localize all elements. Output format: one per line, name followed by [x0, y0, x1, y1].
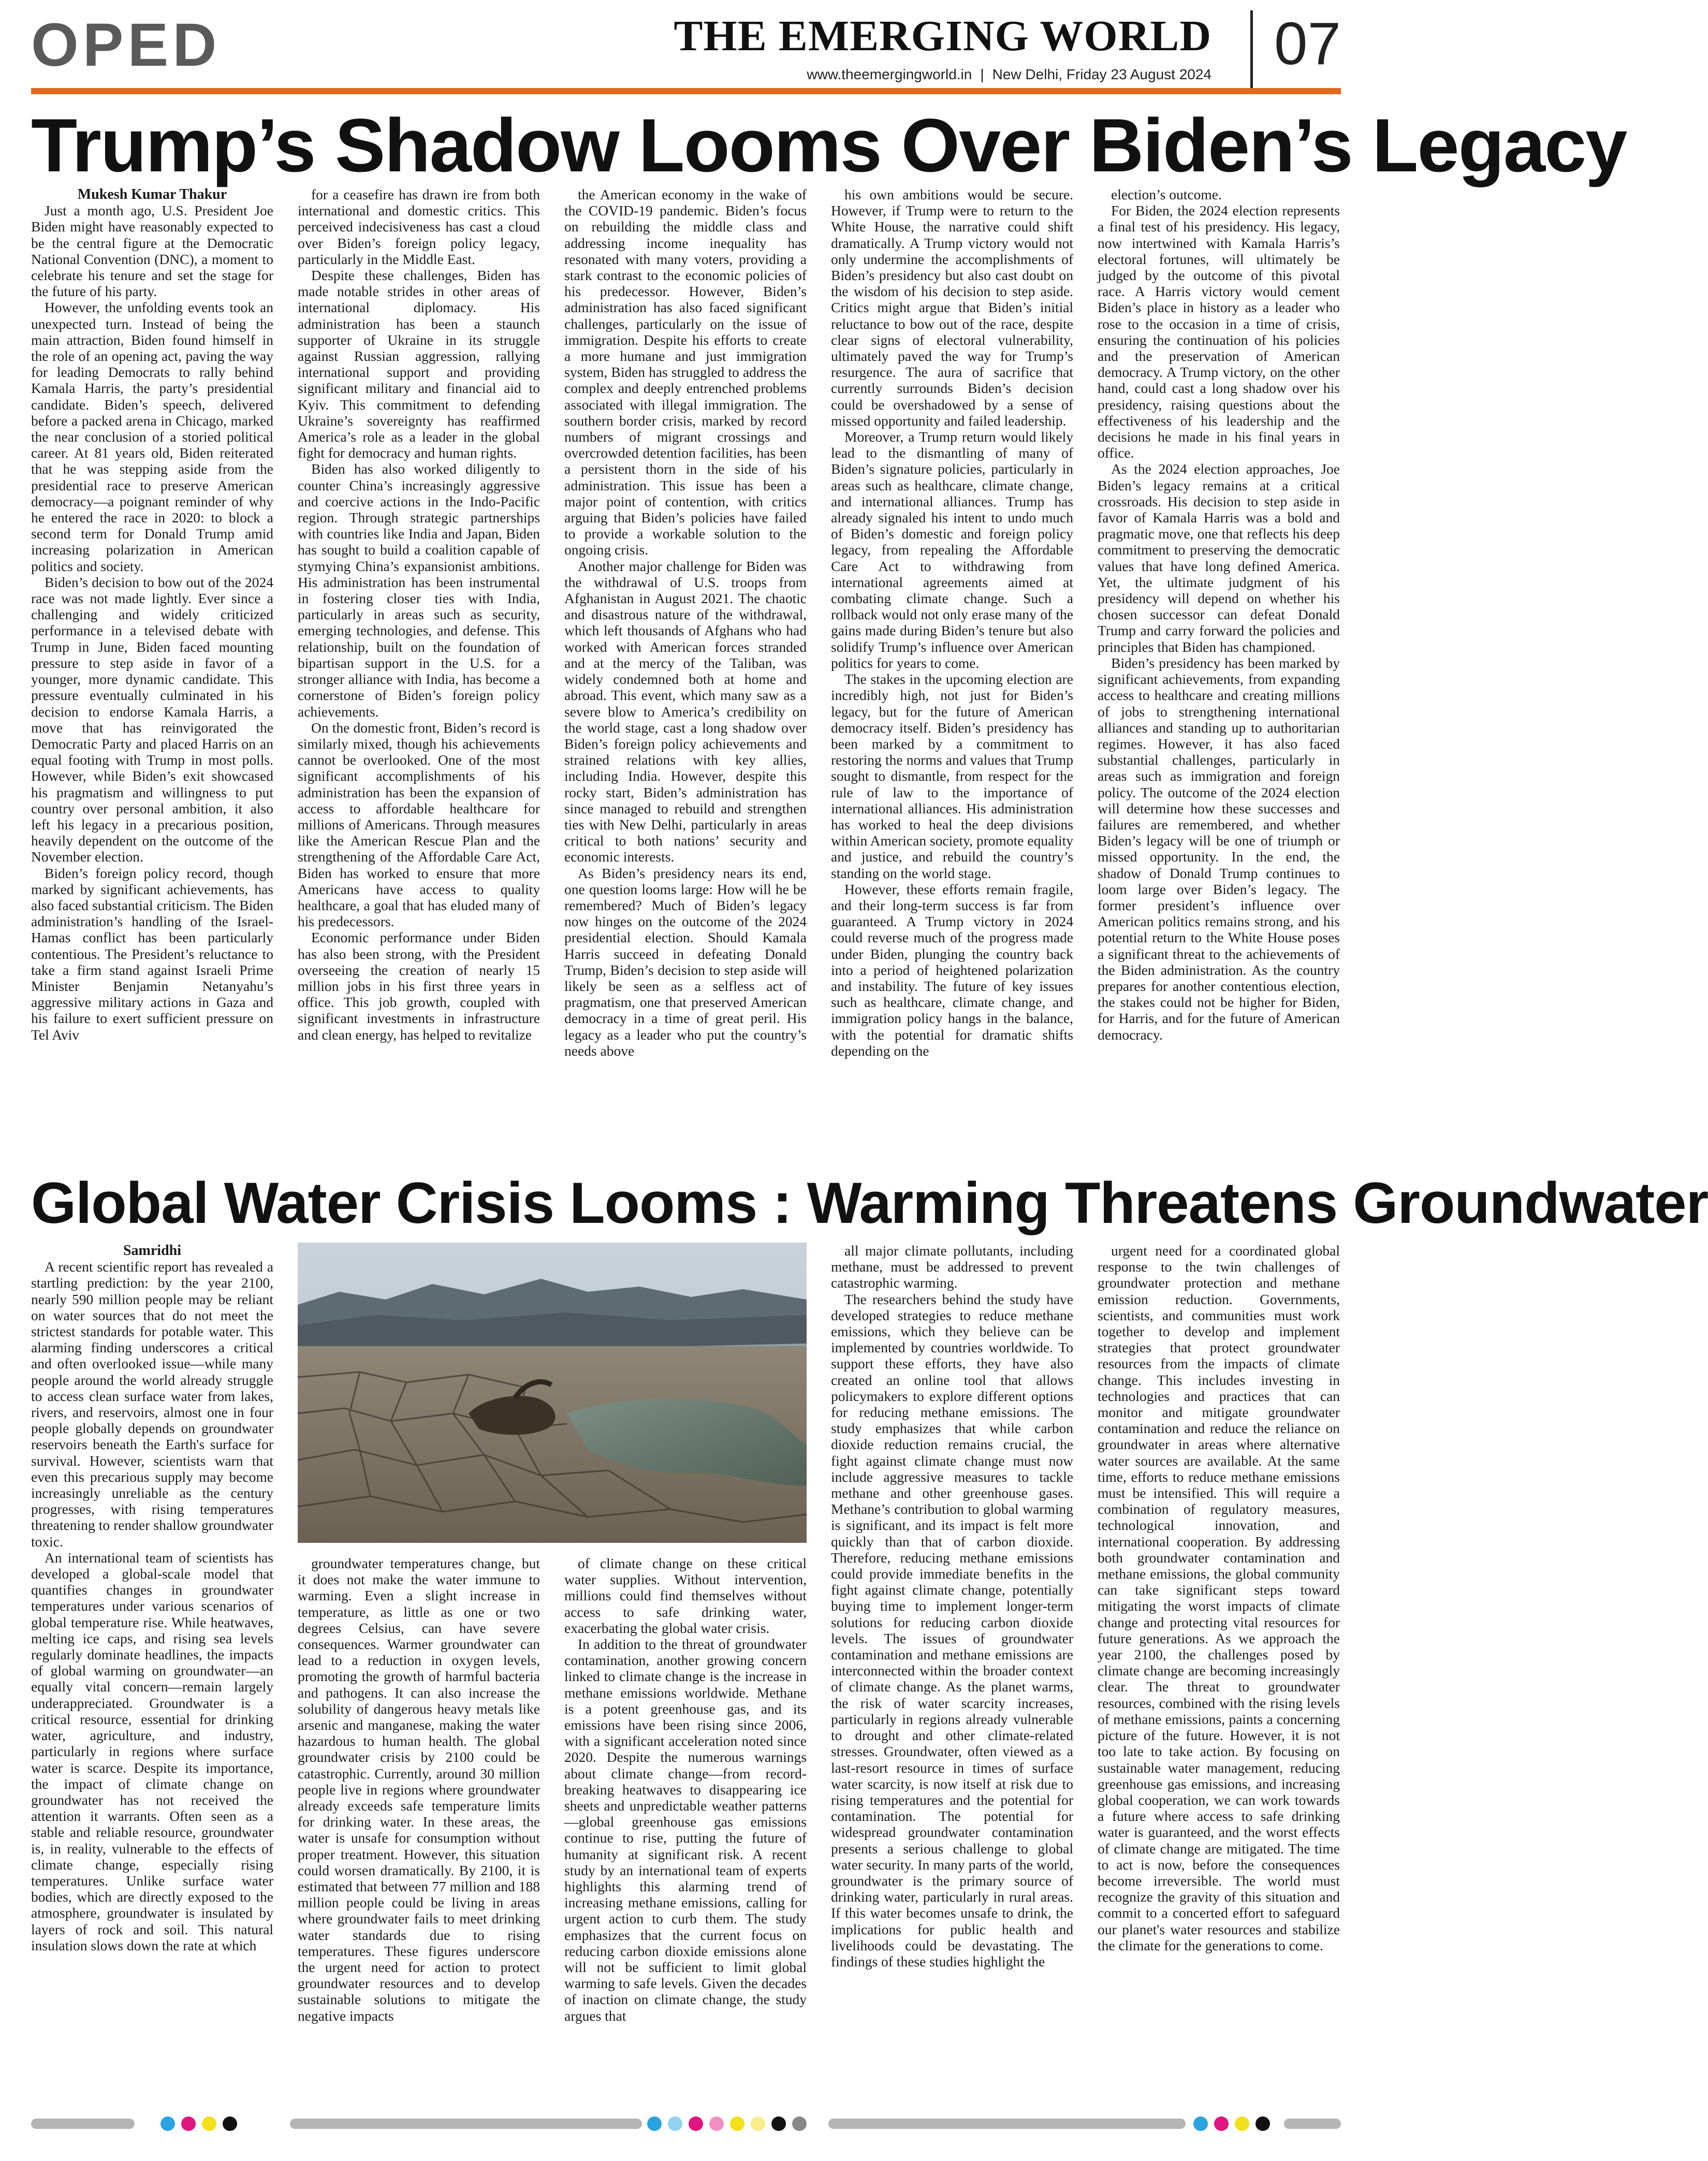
registration-dot	[1256, 2116, 1270, 2131]
paragraph: groundwater temperatures change, but it does not make the water immune to warming. Even a slight increase in temperature, as little as one or two degrees Celsius, can have severe consequences. Warmer groundwater can lead to a reduction in oxygen levels, promoting the growth of harmful bacteria and pathogens. It can also increase the solubility of dangerous heavy metals like arsenic and manganese, making the water hazardous to human health. The global groundwater crisis by 2100 could be catastrophic. Currently, around 30 million people live in regions where groundwater already exceeds safe temperature limits for drinking water. In these areas, the water is unsafe for consumption without proper treatment. However, this situation could worsen dramatically. By 2100, it is estimated that between 77 million and 188 million people could be living in areas where groundwater fails to meet drinking water standards due to rising temperatures. These figures underscore the urgent need for action to protect groundwater resources and to develop sustainable solutions to mitigate the negative impacts	[298, 1555, 540, 2024]
article1-column-1-text	[31, 202, 273, 1043]
registration-dot	[668, 2116, 682, 2131]
paragraph: As Biden’s presidency nears its end, one question looms large: How will he be remembered? Much of Biden’s legacy now hinges on the outcome of the 2024 presidential election. Should Kamala Harris succeed in defeating Donald Trump, Biden’s decision to step aside will likely be seen as a selfless act of pragmatism, one that preserved American democracy in a time of great peril. His legacy as a leader who put the country’s needs above	[564, 865, 807, 1059]
headline-water-crisis: Global Water Crisis Looms : Warming Threatens Groundwater	[31, 1171, 1708, 1235]
registration-dot	[709, 2116, 724, 2131]
paragraph: for a ceasefire has drawn ire from both international and domestic critics. This perceived indecisiveness has cast a cloud over Biden’s foreign policy legacy, particularly in the Middle East.	[298, 186, 540, 267]
website-link[interactable]: www.theemergingworld.in	[807, 66, 972, 82]
header-rule	[31, 88, 1341, 94]
paragraph: Just a month ago, U.S. President Joe Biden might have reasonably expected to be the central figure at the Democratic National Convention (DNC), a moment to celebrate his tenure and set the stage for the future of his party.	[31, 202, 273, 300]
header-divider	[1250, 10, 1253, 88]
section-title: OPED	[31, 11, 221, 79]
registration-dot	[223, 2116, 237, 2131]
page-number: 07	[1274, 10, 1341, 77]
headline-trump-biden: Trump’s Shadow Looms Over Biden’s Legacy	[31, 103, 1627, 187]
registration-dot	[792, 2116, 807, 2131]
publication-date: New Delhi, Friday 23 August 2024	[992, 66, 1211, 82]
paragraph: The stakes in the upcoming election are incredibly high, not just for Biden’s legacy, but for the future of American democracy itself. Biden’s presidency has been marked by a commitment to restoring the norms and values that Trump sought to dismantle, from respect for the rule of law to the importance of international alliances. His administration has worked to heal the deep divisions within American society, promote equality and justice, and rebuild the country’s standing on the world stage.	[831, 671, 1073, 881]
article1-column-3	[564, 186, 807, 1144]
article1-column-4	[831, 186, 1073, 1144]
paragraph: election’s outcome.	[1111, 186, 1222, 202]
registration-dot	[771, 2116, 786, 2131]
paragraph: In addition to the threat of groundwater contamination, another growing concern linked to climate change is the increase in methane emissions worldwide. Methane is a potent greenhouse gas, and its emissions have been rising since 2006, with a significant acceleration noted since 2020. Despite the numerous warnings about climate change—from record-breaking heatwaves to disappearing ice sheets and unpredictable weather patterns—global greenhouse gas emissions continue to rise, putting the future of humanity at significant risk. A recent study by an international team of experts highlights this alarming trend of increasing methane emissions, calling for urgent action to curb them. The study emphasizes that the current focus on reducing carbon dioxide emissions alone will not be sufficient to limit global warming to safe levels. Given the decades of inaction on climate change, the study argues that	[564, 1636, 807, 2024]
paragraph: However, the unfolding events took an unexpected turn. Instead of being the main attraction, Biden found himself in the role of an opening act, paving the way for leading Democrats to rally behind Kamala Harris, the party’s presidential candidate. Biden’s speech, delivered before a packed arena in Chicago, marked the near conclusion of a storied political career. At 81 years old, Biden reiterated that he was stepping aside from the presidential race to preserve American democracy—a poignant reminder of why he entered the race in 2020: to block a second term for Donald Trump amid increasing polarization in American politics and society.	[31, 299, 273, 574]
registration-dot	[1214, 2116, 1229, 2131]
article1-column-5-text	[1098, 186, 1340, 1043]
article2-column-3-text	[564, 1555, 807, 2024]
article-water-crisis	[31, 1243, 1341, 2086]
registration-dot	[730, 2116, 744, 2131]
grey-bar	[290, 2119, 642, 2129]
dateline	[807, 66, 1211, 83]
paragraph: urgent need for a coordinated global response to the twin challenges of groundwater protection and methane emission reduction. Governments, scientists, and communities must work together to develop and implement strategies that protect groundwater resources from the impacts of climate change. This includes investing in technologies and practices that can monitor and mitigate groundwater contamination and reduce the reliance on groundwater in areas where alternative water sources are available. At the same time, efforts to reduce methane emissions must be intensified. This will require a combination of regulatory measures, technological innovation, and international cooperation. By addressing both groundwater contamination and methane emissions, the global community can take significant steps toward mitigating the worst impacts of climate change and protecting vital resources for future generations. As we approach the year 2100, the challenges posed by climate change are becoming increasingly clear. The threat to groundwater resources, combined with the rising levels of methane emissions, paints a concerning picture of the future. However, it is not too late to take action. By focusing on sustainable water management, reducing greenhouse gas emissions, and increasing global cooperation, we can work towards a future where access to safe drinking water is guaranteed, and the worst effects of climate change are mitigated. The time to act is now, before the consequences become irreversible. The world must recognize the gravity of this situation and commit to a concerted effort to safeguard our planet's water resources and stabilize the climate for the generations to come.	[1098, 1243, 1340, 1953]
registration-dot	[647, 2116, 662, 2131]
paragraph: On the domestic front, Biden’s record is similarly mixed, though his achievements cannot be overlooked. One of the most significant accomplishments of his administration has been the expansion of access to affordable healthcare for millions of Americans. Through measures like the American Rescue Plan and the strengthening of the Affordable Care Act, Biden has worked to ensure that more Americans have access to quality healthcare, a goal that has eluded many of his predecessors.	[298, 719, 540, 930]
article2-column-4	[831, 1243, 1073, 2086]
article1-column-5	[1098, 186, 1340, 1144]
article2-column-3	[564, 1555, 807, 2086]
paragraph: Moreover, a Trump return would likely lead to the dismantling of many of Biden’s signature policies, particularly in areas such as healthcare, climate change, and international alliances. Trump has already signaled his intent to undo much of Biden’s domestic and foreign policy legacy, from repealing the Affordable Care Act to withdrawing from international agreements aimed at combating climate change. Such a rollback would not only erase many of the gains made during Biden’s tenure but also solidify Trump’s influence over American politics for years to come.	[831, 429, 1073, 671]
page-header	[31, 10, 1341, 88]
paragraph: As the 2024 election approaches, Joe Biden’s legacy remains at a critical crossroads. His decision to step aside in favor of Kamala Harris was a bold and pragmatic move, one that reflects his deep commitment to preserving the democratic values that have long defined America. Yet, the ultimate judgment of his presidency will depend on whether his chosen successor can defeat Donald Trump and carry forward the policies and principles that Biden has championed.	[1098, 461, 1340, 655]
article1-column-1	[31, 186, 273, 1144]
article2-column-4-text	[831, 1243, 1073, 1969]
article-trump-biden	[31, 186, 1341, 1144]
grey-bar	[828, 2119, 1186, 2129]
paragraph: The researchers behind the study have developed strategies to reduce methane emissions, which they believe can be implemented by countries worldwide. To support these efforts, they have also created an online tool that allows policymakers to explore different options for reducing methane emissions. The study emphasizes that while carbon dioxide reduction remains crucial, the fight against climate change must now include aggressive measures to tackle methane and other greenhouse gases. Methane’s contribution to global warming is significant, and its impact is felt more quickly than that of carbon dioxide. Therefore, reducing methane emissions could provide immediate benefits in the fight against climate change, potentially buying time to implement longer-term solutions for reducing carbon dioxide levels. The issues of groundwater contamination and methane emissions are interconnected within the broader context of climate change. As the planet warms, the risk of water scarcity increases, particularly in regions already vulnerable to drought and other climate-related stresses. Groundwater, often viewed as a last-resort resource in times of surface water scarcity, is now itself at risk due to rising temperatures and the potential for contamination. The potential for widespread groundwater contamination presents a serious challenge to global water security. In many parts of the world, groundwater is the primary source of drinking water, particularly in rural areas. If this water becomes unsafe to drink, the implications for public health and livelihoods could be devastating. The findings of these studies highlight the	[831, 1291, 1073, 1969]
paragraph: of climate change on these critical water supplies. Without intervention, millions could find themselves without access to safe drinking water, exacerbating the global water crisis.	[564, 1555, 807, 1636]
registration-dot	[689, 2116, 703, 2131]
paragraph: For Biden, the 2024 election represents a final test of his presidency. His legacy, now intertwined with Kamala Harris’s electoral fortunes, will ultimately be judged by the outcome of this pivotal race. A Harris victory would cement Biden’s place in history as a leader who rose to the occasion in a time of crisis, ensuring the continuation of his policies and the preservation of American democracy. A Trump victory, on the other hand, could cast a long shadow over his presidency, raising questions about the effectiveness of his leadership and the decisions he made in his final years in office.	[1098, 202, 1340, 461]
registration-marks-footer	[31, 2112, 1341, 2133]
dateline-separator: |	[980, 66, 984, 82]
paragraph: Despite these challenges, Biden has made notable strides in other areas of international diplomacy. His administration has been a staunch supporter of Ukraine in its struggle against Russian aggression, rallying international support and providing significant military and financial aid to Kyiv. This commitment to defending Ukraine’s sovereignty has reaffirmed America’s role as a leader in the global fight for democracy and human rights.	[298, 267, 540, 461]
article2-column-2-text	[298, 1555, 540, 2024]
paragraph: Economic performance under Biden has also been strong, with the President overseeing the creation of nearly 15 million jobs in his first three years in office. This job growth, coupled with significant investments in infrastructure and clean energy, has helped to revitalize	[298, 929, 540, 1043]
registration-dot	[1235, 2116, 1249, 2131]
article1-column-3-text	[564, 186, 807, 1059]
article1-column-4-text	[831, 186, 1073, 1059]
registration-dot	[751, 2116, 765, 2131]
paragraph: A recent scientific report has revealed a startling prediction: by the year 2100, nearly 590 million people may be reliant on water sources that do not meet the strictest standards for potable water. This alarming finding underscores a critical and often overlooked issue—while many people around the world already struggle to access clean surface water from lakes, rivers, and reservoirs, almost one in four people globally depends on groundwater reservoirs beneath the Earth's surface for survival. However, scientists warn that even this precarious supply may become increasingly unreliable as the century progresses, with rising temperatures threatening to render shallow groundwater toxic.	[31, 1259, 273, 1550]
paragraph: However, these efforts remain fragile, and their long-term success is far from guaranteed. A Trump victory in 2024 could reverse much of the progress made under Biden, plunging the country back into a period of heightened polarization and instability. The future of key issues such as healthcare, climate change, and immigration policy hangs in the balance, with the potential for dramatic shifts depending on the	[831, 881, 1073, 1059]
article1-column-2	[298, 186, 540, 1144]
registration-dot	[160, 2116, 175, 2131]
registration-dot	[1193, 2116, 1208, 2131]
article2-column-5-text	[1098, 1243, 1340, 1953]
paragraph: Biden has also worked diligently to counter China’s increasingly aggressive and coercive actions in the Indo-Pacific region. Through strategic partnerships with countries like India and Japan, Biden has sought to build a coalition capable of stymying China’s expansionist ambitions. His administration has been instrumental in fostering closer ties with India, particularly in areas such as security, emerging technologies, and defense. This relationship, built on the foundation of bipartisan support in the U.S. for a stronger alliance with India, has become a cornerstone of Biden’s foreign policy achievements.	[298, 461, 540, 720]
masthead: THE EMERGING WORLD	[674, 12, 1211, 60]
registration-dot	[202, 2116, 216, 2131]
paragraph: Another major challenge for Biden was the withdrawal of U.S. troops from Afghanistan in August 2021. The chaotic and disastrous nature of the withdrawal, which left thousands of Afghans who had worked with American forces stranded and at the mercy of the Taliban, was widely condemned both at home and abroad. This event, which many saw as a severe blow to America’s credibility on the world stage, cast a long shadow over Biden’s foreign policy achievements and strained relations with key allies, including India. However, despite this rocky start, Biden’s administration has since managed to rebuild and strengthen ties with New Delhi, particularly in areas critical to both nations’ security and economic interests.	[564, 558, 807, 865]
grey-bar	[1284, 2119, 1341, 2129]
paragraph: the American economy in the wake of the COVID-19 pandemic. Biden’s focus on rebuilding the middle class and addressing income inequality has resonated with many voters, providing a stark contrast to the economic policies of his predecessor. However, Biden’s administration has also faced significant challenges, particularly on the issue of immigration. Despite his efforts to create a more humane and just immigration system, Biden has struggled to address the complex and deeply entrenched problems associated with illegal immigration. The southern border crisis, marked by record numbers of migrant crossings and overcrowded detention facilities, has been a persistent thorn in the side of his administration. This issue has been a major point of contention, with critics arguing that Biden’s policies have failed to provide a workable solution to the ongoing crisis.	[564, 186, 807, 558]
paragraph: Biden’s decision to bow out of the 2024 race was not made lightly. Ever since a challenging and widely criticized performance in a televised debate with Trump in June, Biden faced mounting pressure to step aside in favor of a younger, more dynamic candidate. This pressure eventually culminated in his decision to endorse Kamala Harris, a move that has reinvigorated the Democratic Party and placed Harris on an equal footing with Trump in most polls. However, while Biden’s exit showcased his pragmatism and willingness to put country over personal ambition, it also left his legacy in a precarious position, heavily dependent on the outcome of the November election.	[31, 574, 273, 865]
article2-column-2	[298, 1555, 540, 2086]
photo-dry-cracked-riverbed	[298, 1243, 807, 1543]
registration-dot	[181, 2116, 196, 2131]
article2-column-1-text	[31, 1259, 273, 1953]
article2-column-5	[1098, 1243, 1340, 2086]
riverbed-photo-illustration	[298, 1243, 807, 1543]
article2-column-1	[31, 1243, 273, 2086]
article1-column-2-text	[298, 186, 540, 1043]
byline: Samridhi	[123, 1243, 182, 1259]
paragraph: Biden’s presidency has been marked by significant achievements, from expanding access to healthcare and creating millions of jobs to strengthening international alliances and standing up to authoritarian regimes. However, it has also faced substantial challenges, particularly in areas such as immigration and foreign policy. The outcome of the 2024 election will determine how these successes and failures are remembered, and whether Biden’s legacy will be one of triumph or missed opportunity. In the end, the shadow of Donald Trump continues to loom large over Biden’s legacy. The former president’s influence over American politics remains strong, and his potential return to the White House poses a significant threat to the achievements of the Biden administration. As the country prepares for another contentious election, the stakes could not be higher for Biden, for Harris, and for the future of American democracy.	[1098, 654, 1340, 1043]
paragraph: Biden’s foreign policy record, though marked by significant achievements, has also faced substantial criticism. The Biden administration’s handling of the Israel-Hamas conflict has been particularly contentious. The President’s reluctance to take a firm stand against Israeli Prime Minister Benjamin Netanyahu’s aggressive military actions in Gaza and his failure to exert sufficient pressure on Tel Aviv	[31, 865, 273, 1043]
byline: Mukesh Kumar Thakur	[77, 186, 227, 202]
paragraph: his own ambitions would be secure. However, if Trump were to return to the White House, the narrative could shift dramatically. A Trump victory would not only undermine the accomplishments of Biden’s presidency but also cast doubt on the wisdom of his decision to step aside. Critics might argue that Biden’s initial reluctance to bow out of the race, despite clear signs of electoral vulnerability, ultimately paved the way for Trump’s resurgence. The aura of sacrifice that currently surrounds Biden’s decision could be overshadowed by a sense of missed opportunity and failed leadership.	[831, 186, 1073, 429]
paragraph: all major climate pollutants, including methane, must be addressed to prevent catastrophic warming.	[831, 1243, 1073, 1291]
paragraph: An international team of scientists has developed a global-scale model that quantifies changes in groundwater temperatures under various scenarios of global temperature rise. While heatwaves, melting ice caps, and rising sea levels regularly dominate headlines, the impacts of global warming on groundwater—an equally vital concern—remain largely underappreciated. Groundwater is a critical resource, essential for drinking water, agriculture, and industry, particularly in regions where surface water is scarce. Despite its importance, the impact of climate change on groundwater has not received the attention it warrants. Often seen as a stable and reliable resource, groundwater is, in reality, vulnerable to the effects of climate change, especially rising temperatures. Unlike surface water bodies, which are directly exposed to the atmosphere, groundwater is insulated by layers of rock and soil. This natural insulation slows down the rate at which	[31, 1549, 273, 1953]
grey-bar	[31, 2119, 135, 2129]
